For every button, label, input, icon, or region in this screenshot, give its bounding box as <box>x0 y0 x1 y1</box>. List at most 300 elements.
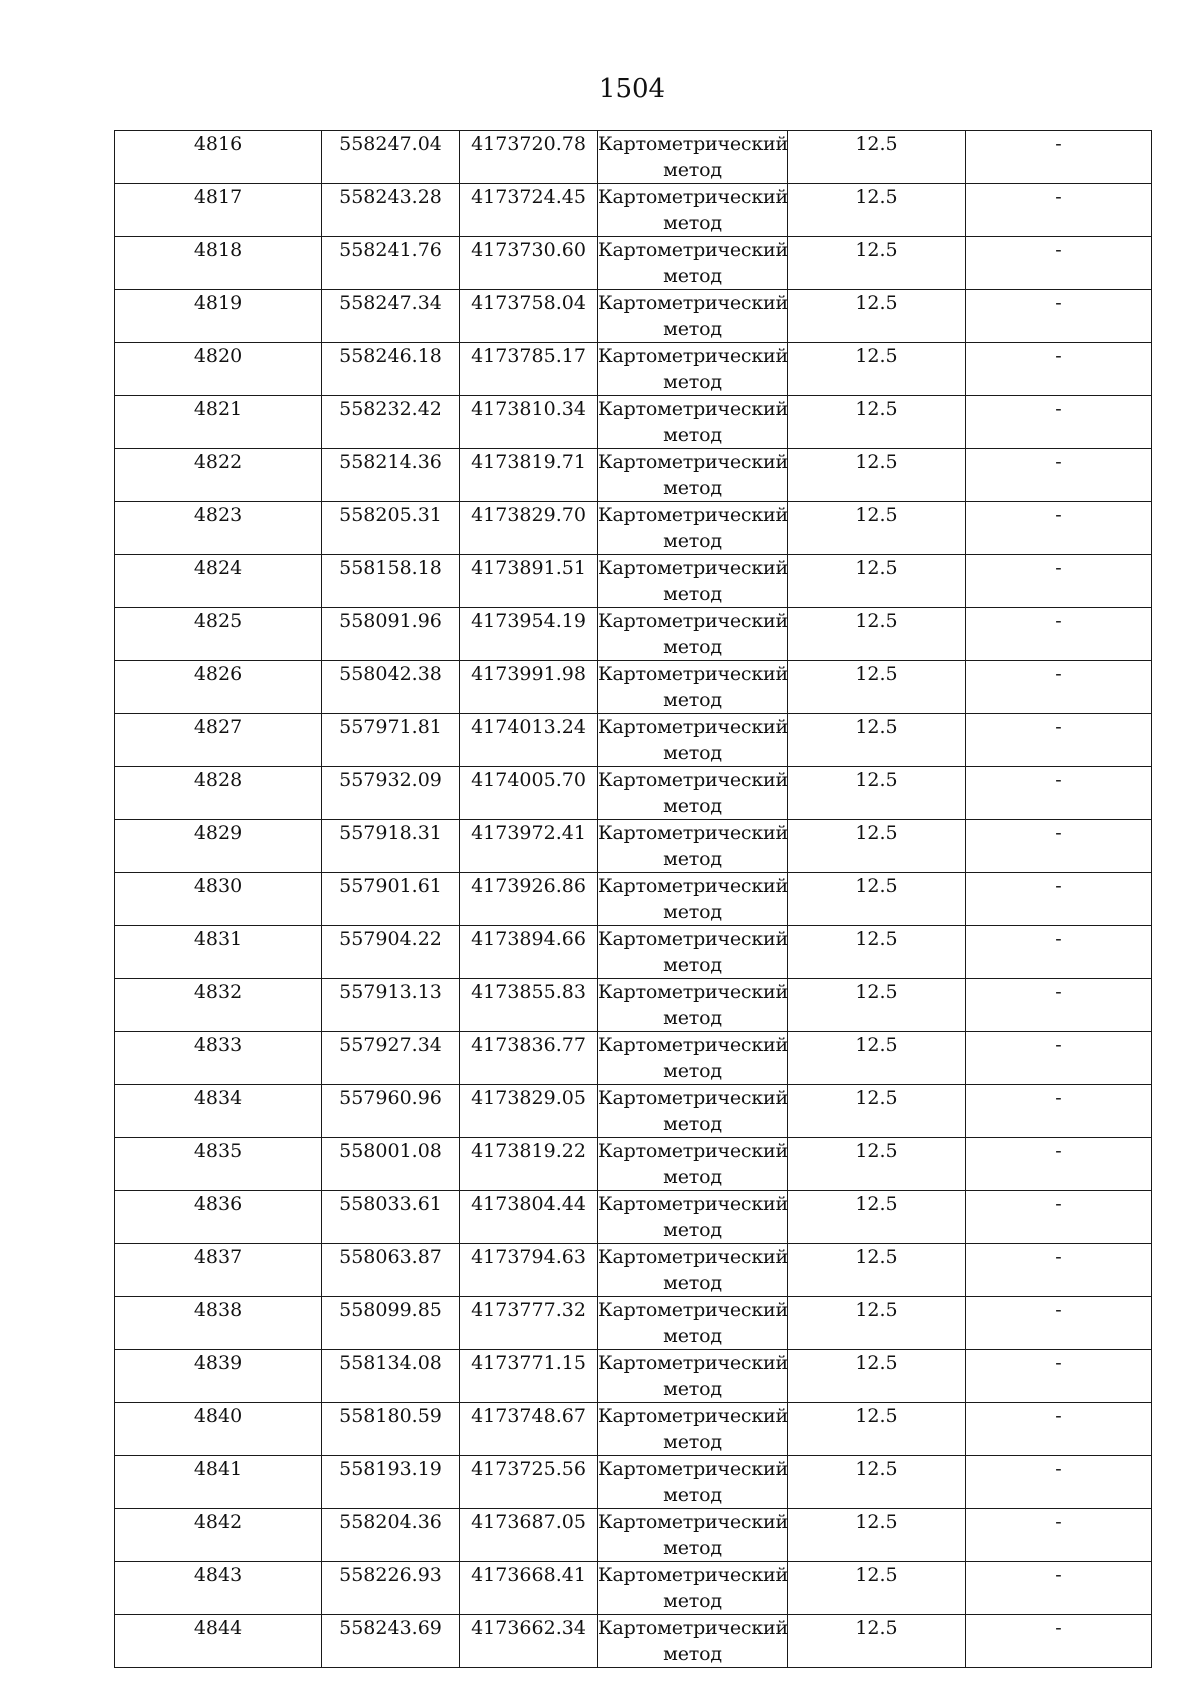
table-row <box>115 873 1152 926</box>
point-number-cell-text: 4843 <box>193 1564 243 1586</box>
x-coordinate-cell-text: 557971.81 <box>339 716 442 738</box>
note-cell <box>966 1297 1152 1350</box>
table-row <box>115 1562 1152 1615</box>
method-cell <box>598 1456 788 1509</box>
x-coordinate-cell <box>322 608 460 661</box>
error-cell-text: 12.5 <box>855 504 898 526</box>
error-cell <box>788 979 966 1032</box>
error-cell-text: 12.5 <box>855 239 898 261</box>
y-coordinate-cell-text: 4173730.60 <box>471 239 586 261</box>
x-coordinate-cell-text: 558247.34 <box>339 292 442 314</box>
y-coordinate-cell <box>460 131 598 184</box>
error-cell-text: 12.5 <box>855 1193 898 1215</box>
method-cell-text: Картометрический метод <box>598 1617 788 1665</box>
table-row <box>115 555 1152 608</box>
error-cell-text: 12.5 <box>855 557 898 579</box>
table-row <box>115 820 1152 873</box>
point-number-cell-text: 4818 <box>193 239 243 261</box>
point-number-cell-text: 4842 <box>193 1511 243 1533</box>
point-number-cell <box>115 237 322 290</box>
x-coordinate-cell <box>322 1138 460 1191</box>
note-cell-text: - <box>1055 451 1062 473</box>
point-number-cell <box>115 1509 322 1562</box>
point-number-cell-text: 4836 <box>193 1193 243 1215</box>
note-cell-text: - <box>1055 1511 1062 1533</box>
error-cell <box>788 1350 966 1403</box>
point-number-cell <box>115 1244 322 1297</box>
table-row <box>115 661 1152 714</box>
note-cell <box>966 979 1152 1032</box>
y-coordinate-cell-text: 4173819.71 <box>471 451 586 473</box>
point-number-cell-text: 4825 <box>193 610 243 632</box>
point-number-cell-text: 4823 <box>193 504 243 526</box>
note-cell <box>966 1032 1152 1085</box>
x-coordinate-cell-text: 557918.31 <box>339 822 442 844</box>
method-cell <box>598 1032 788 1085</box>
note-cell <box>966 661 1152 714</box>
point-number-cell-text: 4827 <box>193 716 243 738</box>
method-cell-text: Картометрический метод <box>598 1246 788 1294</box>
point-number-cell-text: 4831 <box>193 928 243 950</box>
table-row <box>115 1297 1152 1350</box>
note-cell-text: - <box>1055 1087 1062 1109</box>
method-cell-text: Картометрический метод <box>598 769 788 817</box>
coordinates-table-body <box>115 131 1152 1668</box>
method-cell-text: Картометрический метод <box>598 133 788 181</box>
y-coordinate-cell-text: 4173991.98 <box>471 663 586 685</box>
note-cell <box>966 184 1152 237</box>
x-coordinate-cell-text: 558033.61 <box>339 1193 442 1215</box>
y-coordinate-cell <box>460 1562 598 1615</box>
error-cell-text: 12.5 <box>855 716 898 738</box>
error-cell-text: 12.5 <box>855 1299 898 1321</box>
table-row <box>115 1403 1152 1456</box>
x-coordinate-cell-text: 558063.87 <box>339 1246 442 1268</box>
method-cell <box>598 1350 788 1403</box>
method-cell-text: Картометрический метод <box>598 1034 788 1082</box>
error-cell-text: 12.5 <box>855 610 898 632</box>
point-number-cell-text: 4841 <box>193 1458 243 1480</box>
error-cell-text: 12.5 <box>855 1458 898 1480</box>
point-number-cell <box>115 449 322 502</box>
error-cell <box>788 449 966 502</box>
y-coordinate-cell <box>460 979 598 1032</box>
note-cell <box>966 1403 1152 1456</box>
method-cell <box>598 608 788 661</box>
table-row <box>115 1244 1152 1297</box>
y-coordinate-cell-text: 4173926.86 <box>471 875 586 897</box>
x-coordinate-cell-text: 558204.36 <box>339 1511 442 1533</box>
y-coordinate-cell <box>460 926 598 979</box>
error-cell <box>788 767 966 820</box>
table-row <box>115 1138 1152 1191</box>
point-number-cell-text: 4834 <box>193 1087 243 1109</box>
y-coordinate-cell-text: 4173785.17 <box>471 345 586 367</box>
method-cell-text: Картометрический метод <box>598 1405 788 1453</box>
method-cell-text: Картометрический метод <box>598 451 788 499</box>
y-coordinate-cell <box>460 396 598 449</box>
error-cell <box>788 1615 966 1668</box>
point-number-cell-text: 4838 <box>193 1299 243 1321</box>
x-coordinate-cell-text: 558180.59 <box>339 1405 442 1427</box>
error-cell <box>788 1297 966 1350</box>
method-cell <box>598 1191 788 1244</box>
x-coordinate-cell <box>322 1350 460 1403</box>
x-coordinate-cell <box>322 661 460 714</box>
note-cell <box>966 449 1152 502</box>
method-cell <box>598 1615 788 1668</box>
y-coordinate-cell-text: 4173725.56 <box>471 1458 586 1480</box>
y-coordinate-cell-text: 4173777.32 <box>471 1299 586 1321</box>
note-cell <box>966 1562 1152 1615</box>
point-number-cell <box>115 290 322 343</box>
y-coordinate-cell <box>460 767 598 820</box>
method-cell-text: Картометрический метод <box>598 928 788 976</box>
y-coordinate-cell <box>460 1350 598 1403</box>
method-cell-text: Картометрический метод <box>598 1352 788 1400</box>
error-cell <box>788 926 966 979</box>
x-coordinate-cell <box>322 1085 460 1138</box>
y-coordinate-cell <box>460 714 598 767</box>
note-cell-text: - <box>1055 663 1062 685</box>
x-coordinate-cell-text: 558205.31 <box>339 504 442 526</box>
method-cell-text: Картометрический метод <box>598 345 788 393</box>
y-coordinate-cell-text: 4173891.51 <box>471 557 586 579</box>
note-cell-text: - <box>1055 981 1062 1003</box>
error-cell <box>788 714 966 767</box>
y-coordinate-cell <box>460 1191 598 1244</box>
error-cell <box>788 131 966 184</box>
point-number-cell-text: 4840 <box>193 1405 243 1427</box>
note-cell <box>966 1615 1152 1668</box>
y-coordinate-cell-text: 4173894.66 <box>471 928 586 950</box>
error-cell-text: 12.5 <box>855 663 898 685</box>
x-coordinate-cell-text: 558241.76 <box>339 239 442 261</box>
method-cell-text: Картометрический метод <box>598 1299 788 1347</box>
method-cell <box>598 449 788 502</box>
x-coordinate-cell-text: 557913.13 <box>339 981 442 1003</box>
method-cell-text: Картометрический метод <box>598 1511 788 1559</box>
error-cell <box>788 1509 966 1562</box>
note-cell-text: - <box>1055 1193 1062 1215</box>
table-row <box>115 502 1152 555</box>
table-row <box>115 1191 1152 1244</box>
x-coordinate-cell <box>322 820 460 873</box>
method-cell <box>598 1085 788 1138</box>
error-cell-text: 12.5 <box>855 1352 898 1374</box>
x-coordinate-cell-text: 558214.36 <box>339 451 442 473</box>
error-cell-text: 12.5 <box>855 1564 898 1586</box>
table-row <box>115 1456 1152 1509</box>
error-cell <box>788 1138 966 1191</box>
table-row <box>115 1350 1152 1403</box>
note-cell <box>966 1350 1152 1403</box>
point-number-cell-text: 4837 <box>193 1246 243 1268</box>
note-cell <box>966 820 1152 873</box>
y-coordinate-cell-text: 4173668.41 <box>471 1564 586 1586</box>
method-cell <box>598 1244 788 1297</box>
y-coordinate-cell <box>460 449 598 502</box>
method-cell-text: Картометрический метод <box>598 292 788 340</box>
point-number-cell <box>115 1032 322 1085</box>
point-number-cell <box>115 343 322 396</box>
error-cell-text: 12.5 <box>855 822 898 844</box>
x-coordinate-cell <box>322 555 460 608</box>
y-coordinate-cell-text: 4173771.15 <box>471 1352 586 1374</box>
error-cell-text: 12.5 <box>855 1034 898 1056</box>
x-coordinate-cell-text: 558246.18 <box>339 345 442 367</box>
y-coordinate-cell <box>460 290 598 343</box>
error-cell <box>788 502 966 555</box>
error-cell-text: 12.5 <box>855 398 898 420</box>
point-number-cell-text: 4824 <box>193 557 243 579</box>
point-number-cell <box>115 1562 322 1615</box>
y-coordinate-cell-text: 4173748.67 <box>471 1405 586 1427</box>
y-coordinate-cell <box>460 1297 598 1350</box>
y-coordinate-cell-text: 4173758.04 <box>471 292 586 314</box>
note-cell-text: - <box>1055 1140 1062 1162</box>
y-coordinate-cell-text: 4173687.05 <box>471 1511 586 1533</box>
error-cell <box>788 343 966 396</box>
note-cell-text: - <box>1055 1034 1062 1056</box>
note-cell <box>966 1191 1152 1244</box>
x-coordinate-cell <box>322 1509 460 1562</box>
note-cell <box>966 1244 1152 1297</box>
point-number-cell-text: 4829 <box>193 822 243 844</box>
note-cell-text: - <box>1055 610 1062 632</box>
error-cell <box>788 661 966 714</box>
error-cell <box>788 237 966 290</box>
y-coordinate-cell-text: 4173836.77 <box>471 1034 586 1056</box>
method-cell-text: Картометрический метод <box>598 822 788 870</box>
point-number-cell <box>115 608 322 661</box>
error-cell <box>788 290 966 343</box>
x-coordinate-cell-text: 557932.09 <box>339 769 442 791</box>
note-cell <box>966 290 1152 343</box>
note-cell-text: - <box>1055 239 1062 261</box>
point-number-cell-text: 4835 <box>193 1140 243 1162</box>
point-number-cell <box>115 1456 322 1509</box>
method-cell-text: Картометрический метод <box>598 1564 788 1612</box>
x-coordinate-cell-text: 557960.96 <box>339 1087 442 1109</box>
table-row <box>115 131 1152 184</box>
y-coordinate-cell-text: 4173724.45 <box>471 186 586 208</box>
x-coordinate-cell <box>322 1456 460 1509</box>
note-cell-text: - <box>1055 1299 1062 1321</box>
x-coordinate-cell <box>322 131 460 184</box>
y-coordinate-cell <box>460 1403 598 1456</box>
x-coordinate-cell <box>322 1244 460 1297</box>
method-cell <box>598 873 788 926</box>
page-number: 1504 <box>598 74 666 104</box>
method-cell <box>598 1297 788 1350</box>
note-cell-text: - <box>1055 398 1062 420</box>
point-number-cell-text: 4820 <box>193 345 243 367</box>
method-cell <box>598 926 788 979</box>
x-coordinate-cell-text: 558134.08 <box>339 1352 442 1374</box>
x-coordinate-cell <box>322 873 460 926</box>
table-row <box>115 343 1152 396</box>
point-number-cell <box>115 873 322 926</box>
x-coordinate-cell-text: 558099.85 <box>339 1299 442 1321</box>
method-cell <box>598 290 788 343</box>
method-cell <box>598 820 788 873</box>
note-cell <box>966 396 1152 449</box>
y-coordinate-cell <box>460 1085 598 1138</box>
x-coordinate-cell-text: 558232.42 <box>339 398 442 420</box>
point-number-cell <box>115 926 322 979</box>
note-cell <box>966 926 1152 979</box>
note-cell-text: - <box>1055 716 1062 738</box>
method-cell <box>598 979 788 1032</box>
note-cell <box>966 714 1152 767</box>
note-cell <box>966 1456 1152 1509</box>
point-number-cell-text: 4828 <box>193 769 243 791</box>
x-coordinate-cell-text: 558042.38 <box>339 663 442 685</box>
error-cell-text: 12.5 <box>855 981 898 1003</box>
x-coordinate-cell <box>322 979 460 1032</box>
note-cell <box>966 131 1152 184</box>
table-row <box>115 1509 1152 1562</box>
point-number-cell <box>115 767 322 820</box>
x-coordinate-cell-text: 558243.28 <box>339 186 442 208</box>
note-cell <box>966 502 1152 555</box>
x-coordinate-cell <box>322 1032 460 1085</box>
error-cell <box>788 1244 966 1297</box>
method-cell-text: Картометрический метод <box>598 398 788 446</box>
note-cell-text: - <box>1055 345 1062 367</box>
point-number-cell-text: 4830 <box>193 875 243 897</box>
note-cell <box>966 767 1152 820</box>
y-coordinate-cell <box>460 343 598 396</box>
point-number-cell-text: 4832 <box>193 981 243 1003</box>
point-number-cell <box>115 131 322 184</box>
y-coordinate-cell <box>460 661 598 714</box>
note-cell-text: - <box>1055 1564 1062 1586</box>
x-coordinate-cell-text: 558226.93 <box>339 1564 442 1586</box>
note-cell <box>966 1085 1152 1138</box>
y-coordinate-cell-text: 4173829.05 <box>471 1087 586 1109</box>
point-number-cell <box>115 1297 322 1350</box>
error-cell <box>788 184 966 237</box>
error-cell <box>788 1562 966 1615</box>
y-coordinate-cell <box>460 1244 598 1297</box>
y-coordinate-cell <box>460 873 598 926</box>
method-cell <box>598 661 788 714</box>
method-cell-text: Картометрический метод <box>598 239 788 287</box>
note-cell <box>966 555 1152 608</box>
table-row <box>115 1085 1152 1138</box>
note-cell <box>966 343 1152 396</box>
y-coordinate-cell <box>460 1456 598 1509</box>
error-cell-text: 12.5 <box>855 451 898 473</box>
note-cell-text: - <box>1055 1246 1062 1268</box>
x-coordinate-cell <box>322 767 460 820</box>
point-number-cell <box>115 820 322 873</box>
y-coordinate-cell-text: 4174013.24 <box>471 716 586 738</box>
point-number-cell <box>115 979 322 1032</box>
point-number-cell-text: 4826 <box>193 663 243 685</box>
x-coordinate-cell-text: 557901.61 <box>339 875 442 897</box>
error-cell <box>788 608 966 661</box>
error-cell-text: 12.5 <box>855 1405 898 1427</box>
x-coordinate-cell <box>322 1403 460 1456</box>
x-coordinate-cell <box>322 237 460 290</box>
error-cell-text: 12.5 <box>855 1140 898 1162</box>
note-cell-text: - <box>1055 504 1062 526</box>
method-cell-text: Картометрический метод <box>598 557 788 605</box>
note-cell-text: - <box>1055 1352 1062 1374</box>
error-cell-text: 12.5 <box>855 1511 898 1533</box>
note-cell <box>966 873 1152 926</box>
y-coordinate-cell <box>460 1509 598 1562</box>
error-cell-text: 12.5 <box>855 133 898 155</box>
y-coordinate-cell <box>460 1138 598 1191</box>
y-coordinate-cell-text: 4173662.34 <box>471 1617 586 1639</box>
method-cell <box>598 237 788 290</box>
y-coordinate-cell-text: 4173720.78 <box>471 133 586 155</box>
method-cell-text: Картометрический метод <box>598 504 788 552</box>
y-coordinate-cell <box>460 184 598 237</box>
note-cell-text: - <box>1055 1458 1062 1480</box>
point-number-cell <box>115 1615 322 1668</box>
x-coordinate-cell <box>322 1191 460 1244</box>
y-coordinate-cell-text: 4174005.70 <box>471 769 586 791</box>
method-cell-text: Картометрический метод <box>598 663 788 711</box>
table-row <box>115 1032 1152 1085</box>
x-coordinate-cell-text: 558193.19 <box>339 1458 442 1480</box>
point-number-cell-text: 4817 <box>193 186 243 208</box>
point-number-cell <box>115 1191 322 1244</box>
x-coordinate-cell-text: 557904.22 <box>339 928 442 950</box>
error-cell <box>788 1085 966 1138</box>
method-cell <box>598 1403 788 1456</box>
method-cell <box>598 131 788 184</box>
error-cell-text: 12.5 <box>855 928 898 950</box>
table-row <box>115 184 1152 237</box>
y-coordinate-cell <box>460 1032 598 1085</box>
y-coordinate-cell-text: 4173804.44 <box>471 1193 586 1215</box>
error-cell-text: 12.5 <box>855 875 898 897</box>
method-cell-text: Картометрический метод <box>598 716 788 764</box>
note-cell-text: - <box>1055 769 1062 791</box>
x-coordinate-cell-text: 558091.96 <box>339 610 442 632</box>
note-cell-text: - <box>1055 133 1062 155</box>
y-coordinate-cell <box>460 555 598 608</box>
note-cell-text: - <box>1055 875 1062 897</box>
method-cell <box>598 1562 788 1615</box>
x-coordinate-cell <box>322 1562 460 1615</box>
x-coordinate-cell-text: 558247.04 <box>339 133 442 155</box>
point-number-cell <box>115 714 322 767</box>
method-cell <box>598 1138 788 1191</box>
y-coordinate-cell-text: 4173855.83 <box>471 981 586 1003</box>
method-cell <box>598 343 788 396</box>
x-coordinate-cell <box>322 926 460 979</box>
x-coordinate-cell <box>322 396 460 449</box>
y-coordinate-cell-text: 4173829.70 <box>471 504 586 526</box>
y-coordinate-cell-text: 4173794.63 <box>471 1246 586 1268</box>
point-number-cell-text: 4821 <box>193 398 243 420</box>
error-cell-text: 12.5 <box>855 769 898 791</box>
y-coordinate-cell <box>460 1615 598 1668</box>
error-cell <box>788 1032 966 1085</box>
error-cell <box>788 1191 966 1244</box>
point-number-cell-text: 4816 <box>193 133 243 155</box>
table-row <box>115 926 1152 979</box>
method-cell <box>598 555 788 608</box>
x-coordinate-cell-text: 558158.18 <box>339 557 442 579</box>
